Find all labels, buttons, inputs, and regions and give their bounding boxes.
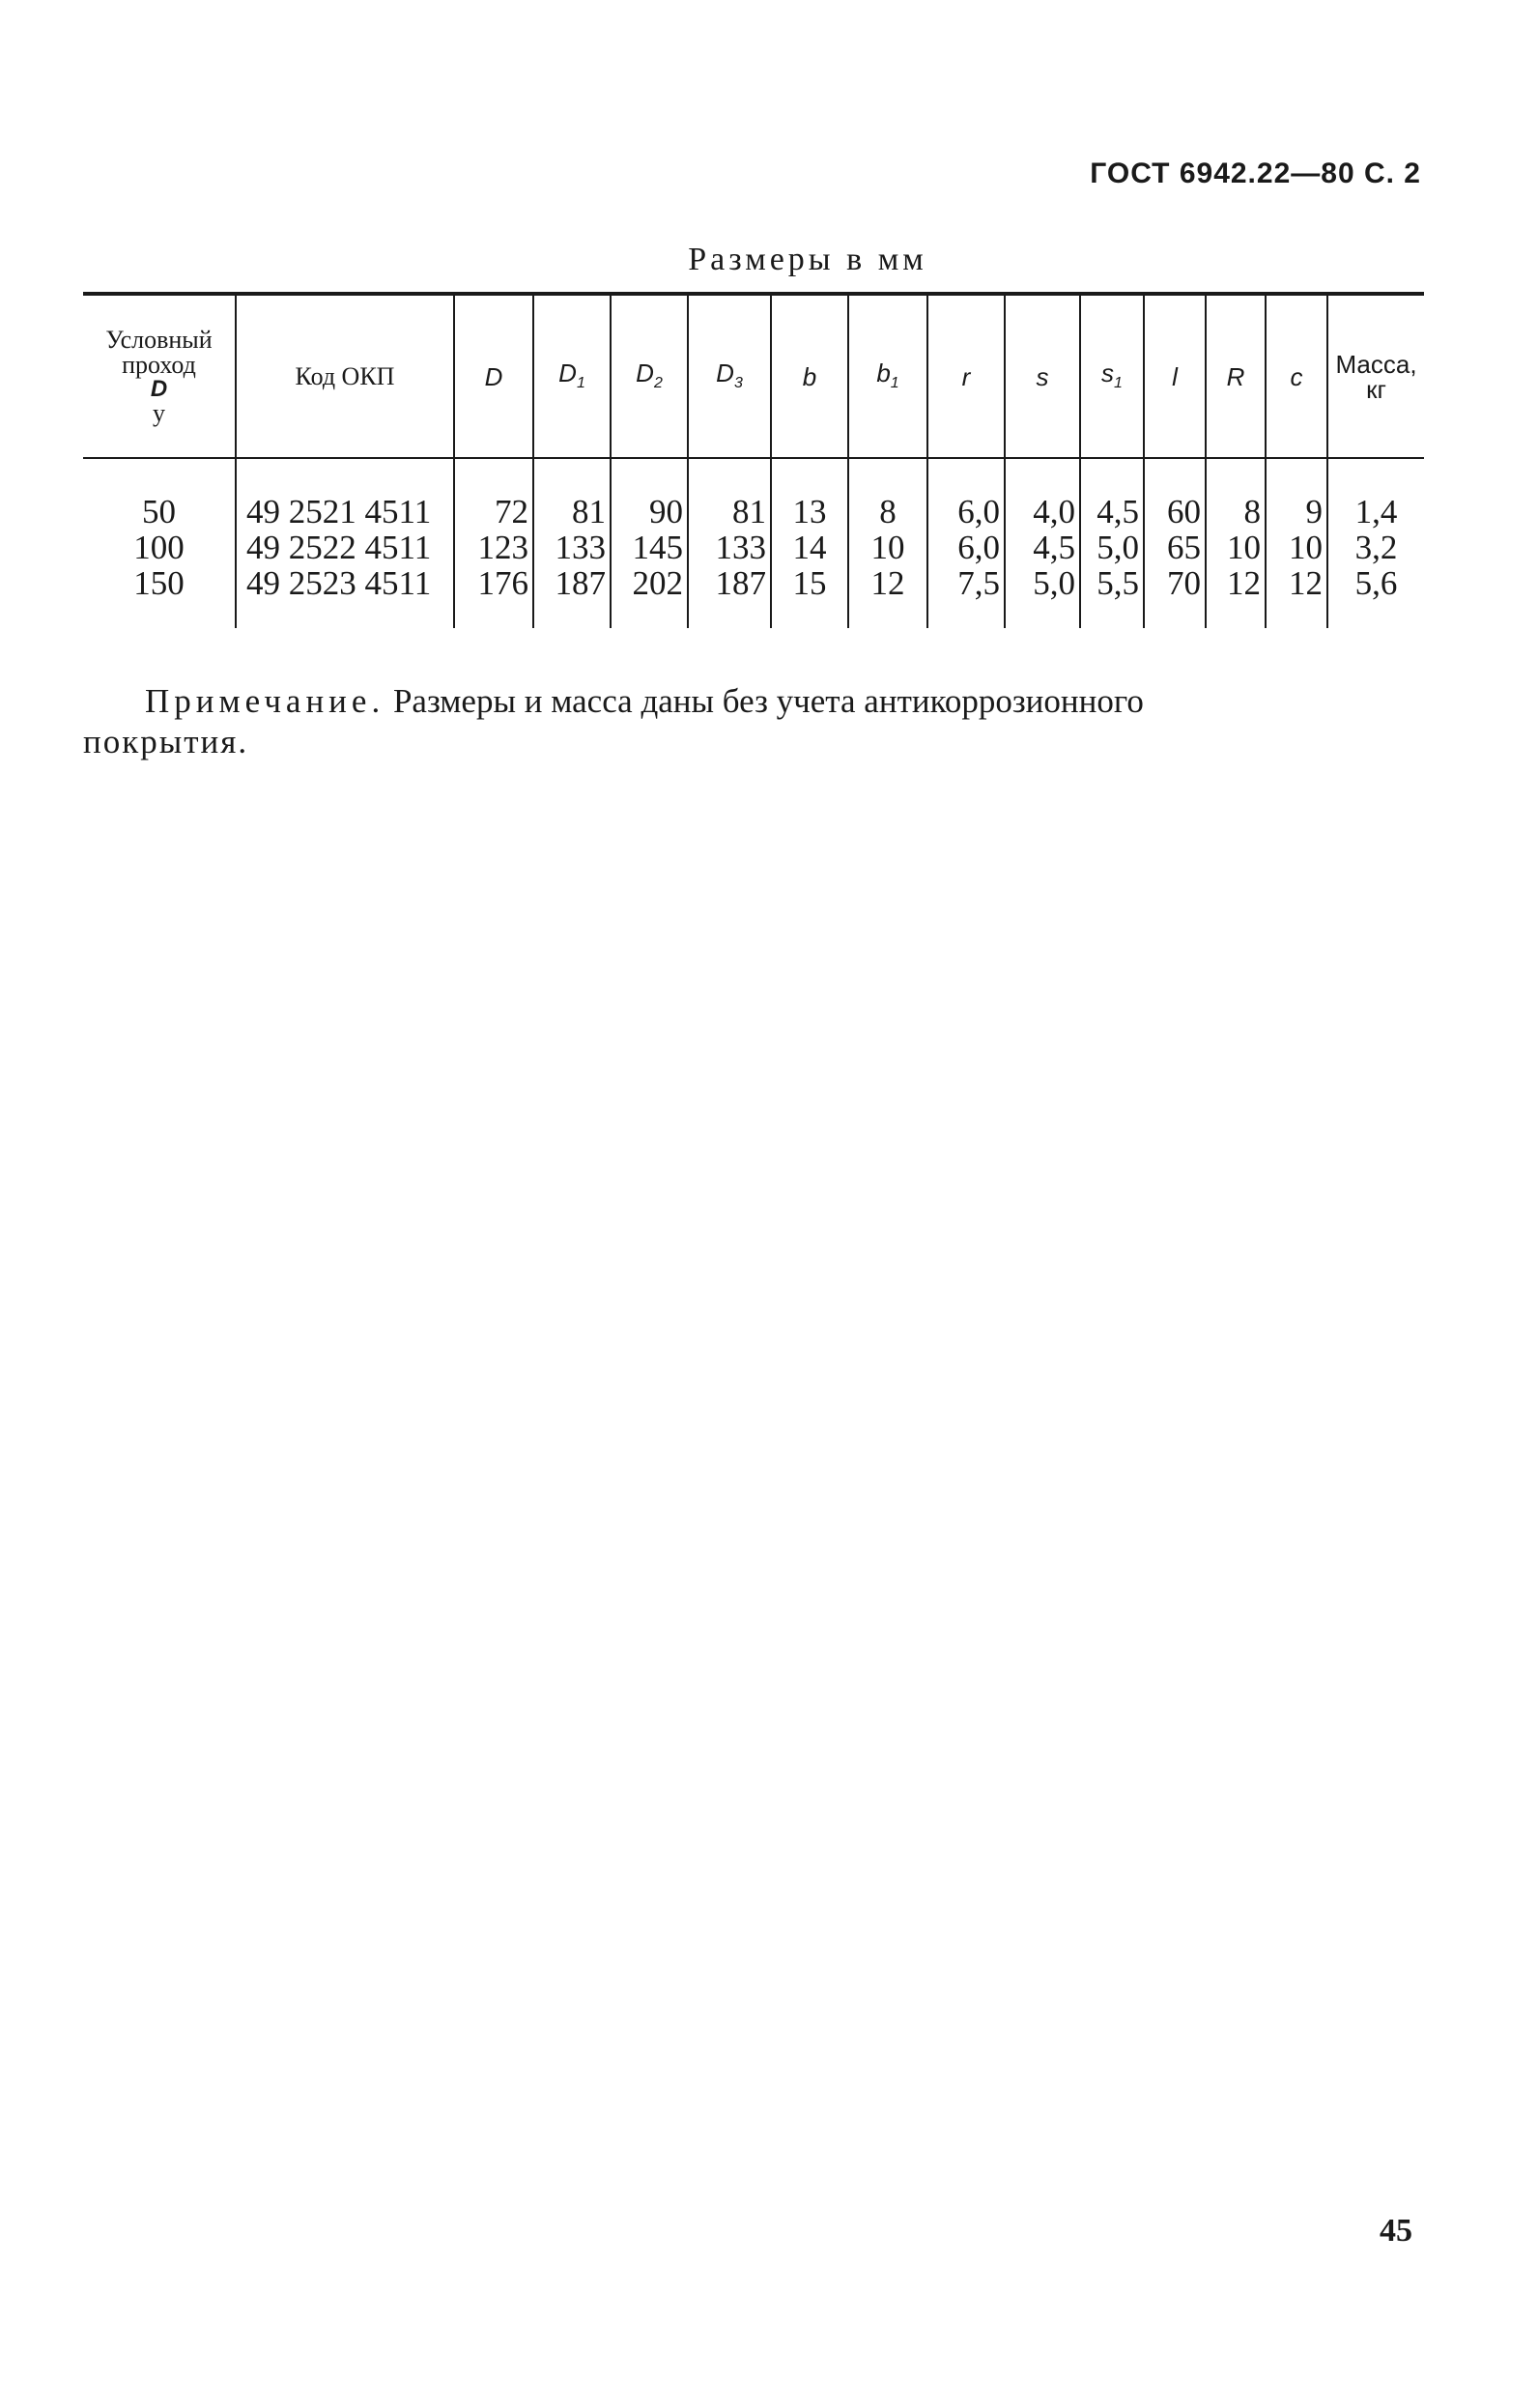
header-b: b [771, 294, 848, 458]
cell-D3: 81 [732, 493, 766, 530]
header-s1 [1080, 294, 1144, 458]
cell-r: 6,0 [957, 493, 1000, 530]
cell-D1: 187 [555, 564, 606, 602]
column-s1 [1080, 458, 1144, 628]
note-text: Размеры и масса даны без учета антикоррозионного [384, 682, 1144, 720]
column-D1 [533, 458, 611, 628]
cell-mass: 3,2 [1354, 529, 1398, 566]
header-s1-base: s [1101, 358, 1115, 388]
note-text-continued: покрытия. [83, 723, 249, 760]
cell-s: 4,5 [1033, 529, 1075, 566]
header-okp-code: Код ОКП [236, 294, 454, 458]
header-s: s [1005, 294, 1080, 458]
header-conditional-passage [83, 294, 236, 458]
column-mass [1327, 458, 1424, 628]
cell-R: 12 [1227, 564, 1261, 602]
dimensions-table [83, 292, 1424, 628]
column-R [1206, 458, 1266, 628]
header-mass [1327, 294, 1424, 458]
cell-D: 72 [495, 493, 528, 530]
cell-R: 8 [1243, 493, 1261, 530]
cell-R: 10 [1227, 529, 1261, 566]
header-cond-line2: проход [122, 350, 196, 379]
header-D3-sub: 3 [733, 375, 743, 392]
cell-c: 9 [1305, 493, 1323, 530]
table-caption: Размеры в мм [688, 242, 927, 277]
header-D3 [688, 294, 771, 458]
cell-b1: 12 [870, 564, 905, 602]
column-c [1266, 458, 1327, 628]
cell-D3: 187 [715, 564, 766, 602]
cell-b: 14 [792, 529, 827, 566]
header-D: D [454, 294, 533, 458]
cell-r: 6,0 [957, 529, 1000, 566]
cell-dy: 100 [133, 529, 185, 566]
column-b [771, 458, 848, 628]
cell-l: 60 [1167, 493, 1201, 530]
cell-D3: 133 [715, 529, 766, 566]
header-c: c [1266, 294, 1327, 458]
header-D1-base: D [558, 358, 577, 388]
cell-c: 12 [1289, 564, 1323, 602]
cell-s1: 5,0 [1097, 529, 1139, 566]
cell-mass: 1,4 [1354, 493, 1398, 530]
header-mass-line1: Масса, [1335, 349, 1417, 379]
header-cond-line1: Условный [105, 325, 213, 354]
header-s1-sub: 1 [1114, 375, 1123, 392]
cell-D2: 202 [632, 564, 683, 602]
header-R: R [1206, 294, 1266, 458]
cell-okp: 49 2522 4511 [246, 529, 432, 566]
table-header-row [83, 294, 1424, 458]
cell-D: 123 [477, 529, 528, 566]
header-D2 [611, 294, 688, 458]
header-b1-base: b [876, 358, 891, 388]
cell-b1: 10 [870, 529, 905, 566]
cell-s1: 4,5 [1097, 493, 1139, 530]
cell-s1: 5,5 [1097, 564, 1139, 602]
header-D2-sub: 2 [653, 375, 663, 392]
table-body-row [83, 458, 1424, 628]
header-mass-line2: кг [1366, 374, 1386, 404]
cell-b1: 8 [879, 493, 897, 530]
cell-dy: 150 [133, 564, 185, 602]
header-b1 [848, 294, 927, 458]
header-r: r [927, 294, 1005, 458]
cell-D1: 133 [555, 529, 606, 566]
header-D3-base: D [716, 358, 734, 388]
cell-c: 10 [1289, 529, 1323, 566]
header-D1-sub: 1 [576, 375, 585, 392]
header-D1 [533, 294, 611, 458]
header-l: l [1144, 294, 1206, 458]
table-note [145, 681, 1420, 722]
column-s [1005, 458, 1080, 628]
cell-b: 15 [792, 564, 827, 602]
header-cond-symbol: D [150, 375, 168, 402]
column-dy [83, 458, 236, 628]
cell-D: 176 [477, 564, 528, 602]
page-number: 45 [1380, 2213, 1412, 2249]
cell-s: 4,0 [1033, 493, 1075, 530]
cell-D1: 81 [572, 493, 606, 530]
column-l [1144, 458, 1206, 628]
column-D [454, 458, 533, 628]
column-okp [236, 458, 454, 628]
cell-okp: 49 2521 4511 [246, 493, 432, 530]
cell-okp: 49 2523 4511 [246, 564, 432, 602]
document-header: ГОСТ 6942.22—80 С. 2 [1090, 158, 1421, 189]
cell-l: 65 [1167, 529, 1201, 566]
column-D2 [611, 458, 688, 628]
cell-l: 70 [1167, 564, 1201, 602]
note-label: Примечание. [145, 682, 385, 720]
cell-dy: 50 [142, 493, 176, 530]
column-b1 [848, 458, 927, 628]
cell-b: 13 [792, 493, 827, 530]
column-D3 [688, 458, 771, 628]
cell-r: 7,5 [957, 564, 1000, 602]
cell-D2: 145 [632, 529, 683, 566]
header-D2-base: D [636, 358, 654, 388]
column-r [927, 458, 1005, 628]
cell-D2: 90 [649, 493, 683, 530]
header-b1-sub: 1 [890, 375, 899, 392]
cell-s: 5,0 [1033, 564, 1075, 602]
cell-mass: 5,6 [1354, 564, 1398, 602]
header-cond-subscript: у [153, 398, 165, 427]
